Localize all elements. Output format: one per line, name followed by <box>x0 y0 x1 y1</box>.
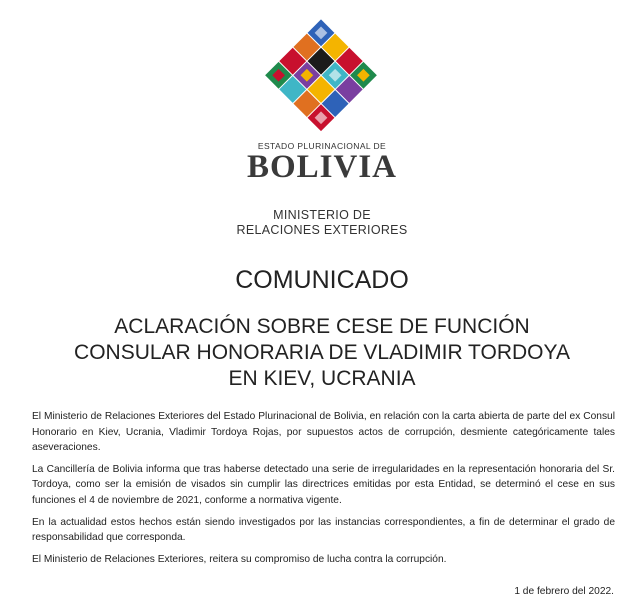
paragraph: El Ministerio de Relaciones Exteriores del Estado Plurinacional de Bolivia, en relación con la carta abierta de parte del ex Consul Honorario en Kiev, Ucrania, Vladimir Tordoya Rojas, por supuestos actos de corrupción, desmiente categóricamente tales aseveraciones. <box>32 411 615 454</box>
paragraph: El Ministerio de Relaciones Exteriores, reitera su compromiso de lucha contra la corrupción. <box>32 553 447 565</box>
country-name: BOLIVIA <box>246 149 398 185</box>
ministry-name <box>0 208 644 238</box>
headline-line: ACLARACIÓN SOBRE CESE DE FUNCIÓN <box>114 315 530 338</box>
document-date: 1 de febrero del 2022. <box>514 586 614 597</box>
paragraph: La Cancillería de Bolivia informa que tras haberse detectado una serie de irregularidades en la representación honoraria del Sr. Tordoya, como ser la emisión de visados sin cumplir las directrices emitidas por esta Entidad, se determinó el cese en sus funciones el 4 de noviembre de 2021, conforme a normativa vigente. <box>32 463 615 506</box>
emblem-logo <box>265 18 377 134</box>
document-type-title: COMUNICADO <box>235 266 409 294</box>
estado-label: ESTADO PLURINACIONAL DE <box>257 141 387 151</box>
headline-line: EN KIEV, UCRANIA <box>228 367 416 390</box>
paragraph: En la actualidad estos hechos están siendo investigados por las instancias correspondientes, a fin de determinar el grado de responsabilidad que corresponda. <box>32 516 615 544</box>
ministry-line-1: MINISTERIO DE <box>273 208 371 222</box>
body-text <box>32 409 615 573</box>
headline <box>20 314 624 392</box>
ministry-line-2: RELACIONES EXTERIORES <box>236 223 408 237</box>
headline-line: CONSULAR HONORARIA DE VLADIMIR TORDOYA <box>74 341 570 364</box>
